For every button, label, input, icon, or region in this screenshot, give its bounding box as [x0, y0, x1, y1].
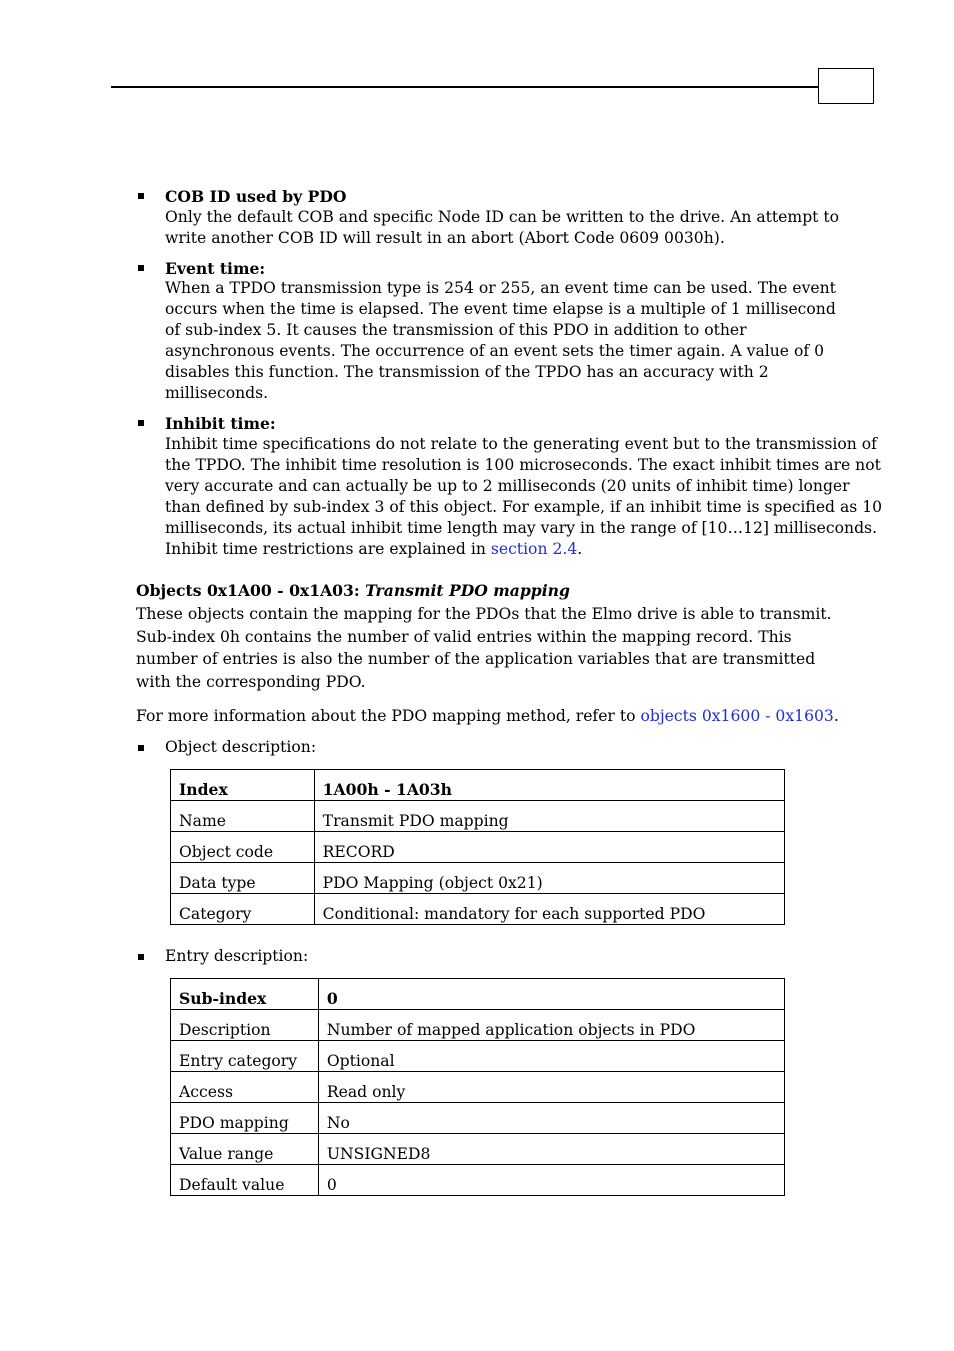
entry-description-table — [170, 978, 785, 1196]
text-line: Sub-index 0h contains the number of valid entries within the mapping record. This — [136, 627, 792, 646]
bullet-icon — [138, 193, 144, 199]
bullet-icon — [138, 745, 144, 751]
text-line: These objects contain the mapping for the PDOs that the Elmo drive is able to transmit. — [136, 605, 832, 623]
object-description-label: Object description: — [165, 738, 317, 756]
text-line: occurs when the time is elapsed. The event time elapse is a multiple of 1 millisecond — [165, 300, 836, 318]
table-cell: Name — [171, 801, 315, 832]
text-line: Inhibit time specifications do not relate to the generating event but to the transmission of — [165, 435, 877, 453]
text-fragment: . — [577, 540, 583, 558]
table-cell: Access — [171, 1072, 319, 1103]
table-cell: Entry category — [171, 1041, 319, 1072]
table-row — [171, 801, 785, 832]
page-number-box — [818, 68, 874, 104]
objects-heading-italic: Transmit PDO mapping — [365, 581, 570, 600]
entry-description-label: Entry description: — [165, 947, 309, 965]
table-row — [171, 1103, 785, 1134]
section-body-event-time — [165, 278, 836, 404]
text-line: Only the default COB and specific Node ID can be written to the drive. An attempt to — [165, 208, 840, 226]
table-row — [171, 1041, 785, 1072]
text-line-with-link — [136, 705, 839, 728]
table-cell: Transmit PDO mapping — [314, 801, 784, 832]
text-line: the TPDO. The inhibit time resolution is 100 microseconds. The exact inhibit times are not — [165, 456, 881, 474]
objects-paragraph — [136, 603, 832, 693]
text-fragment: . — [833, 707, 839, 725]
table-cell: RECORD — [314, 832, 784, 863]
table-cell: Optional — [318, 1041, 784, 1072]
text-line: with the corresponding PDO. — [136, 672, 366, 691]
objects-link[interactable]: objects 0x1600 - 0x1603 — [640, 707, 834, 725]
more-info-paragraph — [136, 705, 839, 728]
objects-heading-prefix: Objects 0x1A00 - 0x1A03: — [136, 581, 366, 600]
object-description-table — [170, 769, 785, 925]
table-cell: Sub-index — [171, 979, 319, 1010]
bullet-icon — [138, 420, 144, 426]
table-row — [171, 894, 785, 925]
table-row — [171, 979, 785, 1010]
table-cell: Number of mapped application objects in PDO — [318, 1010, 784, 1041]
table-cell: No — [318, 1103, 784, 1134]
table-cell: Default value — [171, 1165, 319, 1196]
text-fragment: Inhibit time restrictions are explained in — [165, 540, 491, 558]
text-line: asynchronous events. The occurrence of an event sets the timer again. A value of 0 — [165, 342, 824, 360]
text-line: very accurate and can actually be up to 2 milliseconds (20 units of inhibit time) longer — [165, 477, 850, 495]
table-row — [171, 863, 785, 894]
table-cell: Read only — [318, 1072, 784, 1103]
text-line: than defined by sub-index 3 of this object. For example, if an inhibit time is specified as 10 — [165, 498, 883, 516]
table-cell: Data type — [171, 863, 315, 894]
text-line: milliseconds, its actual inhibit time length may vary in the range of [10…12] milliseconds. — [165, 519, 878, 537]
bullet-icon — [138, 265, 144, 271]
table-row — [171, 1010, 785, 1041]
section-body-inhibit-time — [165, 434, 883, 560]
section-title-cob-id: COB ID used by PDO — [165, 187, 347, 206]
table-cell: Index — [171, 770, 315, 801]
text-line: write another COB ID will result in an abort (Abort Code 0609 0030h). — [165, 229, 725, 247]
table-row — [171, 1134, 785, 1165]
section-title-inhibit-time: Inhibit time: — [165, 414, 276, 433]
text-line: of sub-index 5. It causes the transmission of this PDO in addition to other — [165, 321, 747, 339]
table-row — [171, 1165, 785, 1196]
table-row — [171, 770, 785, 801]
table-cell: PDO mapping — [171, 1103, 319, 1134]
objects-heading — [136, 581, 570, 600]
text-line: When a TPDO transmission type is 254 or 255, an event time can be used. The event — [165, 279, 836, 297]
table-row — [171, 1072, 785, 1103]
text-line: number of entries is also the number of the application variables that are transmitted — [136, 650, 816, 668]
section-title-event-time: Event time: — [165, 259, 266, 278]
table-cell: UNSIGNED8 — [318, 1134, 784, 1165]
table-cell: 0 — [318, 979, 784, 1010]
table-cell: Category — [171, 894, 315, 925]
table-cell: Description — [171, 1010, 319, 1041]
text-line-with-link — [165, 539, 825, 560]
section-link[interactable]: section 2.4 — [490, 540, 578, 558]
table-cell: Value range — [171, 1134, 319, 1165]
table-cell: Conditional: mandatory for each supported PDO — [314, 894, 784, 925]
header-rule — [111, 86, 819, 88]
table-cell: Object code — [171, 832, 315, 863]
section-body-cob-id — [165, 207, 840, 249]
table-cell: 1A00h - 1A03h — [314, 770, 784, 801]
bullet-icon — [138, 954, 144, 960]
table-cell: PDO Mapping (object 0x21) — [314, 863, 784, 894]
text-fragment: For more information about the PDO mapping method, refer to — [136, 707, 641, 725]
table-cell: 0 — [318, 1165, 784, 1196]
text-line: milliseconds. — [165, 384, 269, 402]
table-row — [171, 832, 785, 863]
text-line: disables this function. The transmission of the TPDO has an accuracy with 2 — [165, 363, 769, 381]
